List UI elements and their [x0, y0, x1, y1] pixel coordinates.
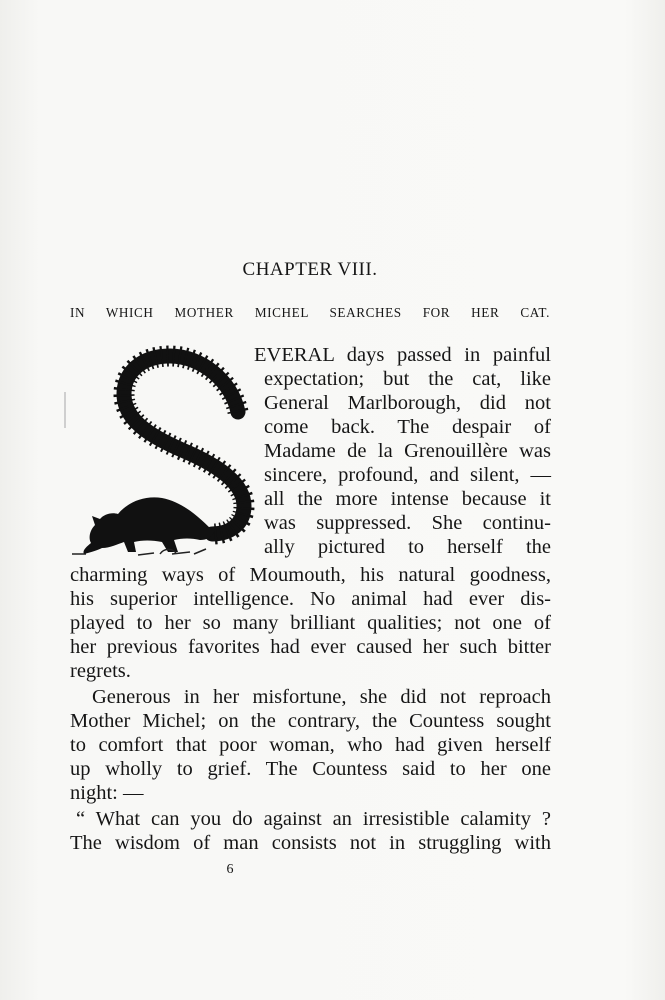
- text-line: Generous in her misfortune, she did not reproach: [92, 686, 551, 708]
- text-line: Madame de la Grenouillère was: [264, 440, 551, 462]
- text-line: her previous favorites had ever caused her such bitter: [70, 636, 551, 658]
- margin-mark: [64, 392, 66, 428]
- text-line: EVERAL days passed in painful: [254, 344, 551, 366]
- cat-tail-s-illustration-icon: [62, 342, 257, 567]
- text-line: The wisdom of man consists not in struggling with: [70, 832, 551, 854]
- text-line: General Marlborough, did not: [264, 392, 551, 414]
- text-line: was suppressed. She continu-: [264, 512, 551, 534]
- text-line: his superior intelligence. No animal had ever dis-: [70, 588, 551, 610]
- text-line: night: —: [70, 782, 144, 804]
- page-number: 6: [226, 862, 234, 877]
- text-line: expectation; but the cat, like: [264, 368, 551, 390]
- text-line: regrets.: [70, 660, 131, 682]
- chapter-subtitle: IN WHICH MOTHER MICHEL SEARCHES FOR HER CAT.: [70, 305, 550, 320]
- text-line: all the more intense because it: [264, 488, 551, 510]
- text-line: sincere, profound, and silent, —: [264, 464, 551, 486]
- text-line: to comfort that poor woman, who had given herself: [70, 734, 551, 756]
- text-line: charming ways of Moumouth, his natural goodness,: [70, 564, 551, 586]
- text-line: come back. The despair of: [264, 416, 551, 438]
- text-line: ally pictured to herself the: [264, 536, 551, 558]
- text-line: played to her so many brilliant qualities; not one of: [70, 612, 551, 634]
- text-line: up wholly to grief. The Countess said to her one: [70, 758, 551, 780]
- text-line: “ What can you do against an irresistible calamity ?: [76, 808, 551, 830]
- chapter-title: CHAPTER VIII.: [242, 259, 378, 280]
- text-line: Mother Michel; on the contrary, the Countess sought: [70, 710, 551, 732]
